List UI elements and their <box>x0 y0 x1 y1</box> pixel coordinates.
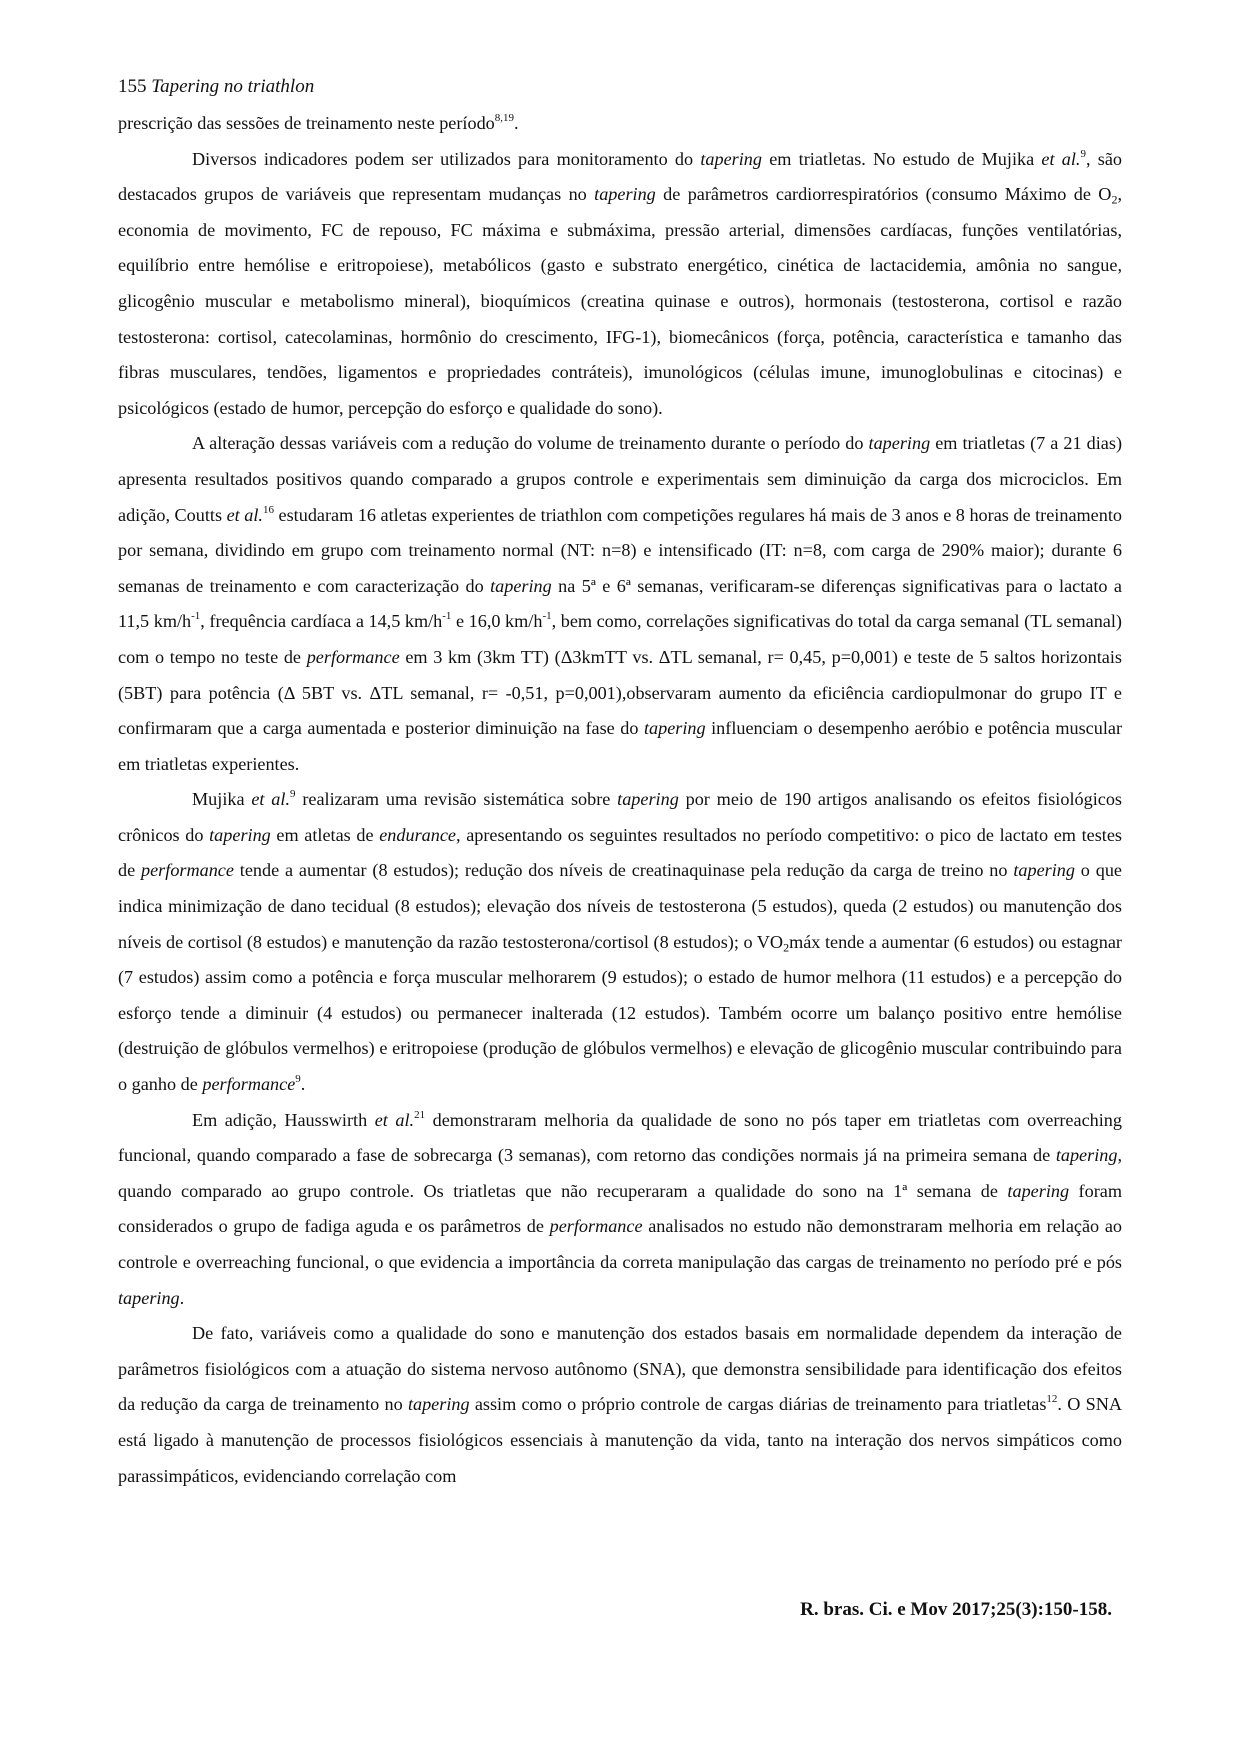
paragraph <box>118 106 1122 142</box>
text-run: o que indica minimização de dano tecidual (8 estudos); elevação dos níveis de testosterona (5 estudos), queda (2 estudos) ou manutenção dos níveis de cortisol (8 estudos) e manutenção da razão testosterona/cortisol (8 estudos); o VO <box>118 860 1122 952</box>
italic-text: et al. <box>374 1109 415 1130</box>
text-run: assim como o próprio controle de cargas diárias de treinamento para triatletas <box>469 1394 1047 1415</box>
superscript: 8,19 <box>494 111 515 124</box>
italic-text: performance <box>141 860 234 881</box>
italic-text: tapering <box>643 718 706 739</box>
text-run: Diversos indicadores podem ser utilizados para monitoramento do <box>192 148 701 169</box>
subscript: 2 <box>1111 192 1118 207</box>
paragraph <box>118 1103 1122 1317</box>
text-run: Em adição, Hausswirth <box>192 1109 375 1130</box>
italic-text: tapering <box>209 824 271 845</box>
page-number: 155 <box>118 76 147 97</box>
text-run: em triatletas. No estudo de Mujika <box>762 148 1042 169</box>
italic-text: tapering <box>1055 1145 1118 1166</box>
superscript: -1 <box>191 610 201 623</box>
text-run: , quando comparado ao grupo controle. Os triatletas que não recuperaram a qualidade do sono na 1ª semana de <box>118 1145 1122 1201</box>
paragraph <box>118 426 1122 782</box>
running-header <box>118 72 1122 102</box>
text-run: prescrição das sessões de treinamento neste período <box>118 113 495 133</box>
italic-text: tapering <box>594 184 656 205</box>
italic-text: et al. <box>226 504 263 525</box>
italic-text: tapering <box>1013 860 1075 881</box>
italic-text: endurance <box>379 824 456 845</box>
subscript: 2 <box>783 940 790 955</box>
text-run: tende a aumentar (8 estudos); redução dos níveis de creatinaquinase pela redução da carga de treino no <box>233 860 1014 881</box>
text-run: por meio de 190 artigos analisando os efeitos fisiológicos crônicos do <box>118 789 1122 845</box>
superscript: 12 <box>1046 1393 1058 1406</box>
italic-text: tapering <box>700 148 762 169</box>
text-run: Mujika <box>192 789 252 810</box>
running-title: Tapering no triathlon <box>151 76 315 97</box>
italic-text: tapering <box>407 1394 470 1415</box>
text-run: . <box>514 113 519 133</box>
superscript: 9 <box>1080 147 1086 160</box>
text-run: demonstraram melhoria da qualidade de sono no pós taper em triatletas com overreaching funcional, quando comparado a fase de sobrecarga (3 semanas), com retorno das condições normais já na primeira semana de <box>118 1109 1122 1166</box>
text-run: máx tende a aumentar (6 estudos) ou estagnar (7 estudos) assim como a potência e força muscular melhorarem (9 estudos); o estado de humor melhora (11 estudos) e a percepção do esforço tende a diminuir (4 estudos) ou permanecer inalterada (12 estudos). Também ocorre um balanço positivo entre hemólise (destruição de glóbulos vermelhos) e eritropoiese (produção de glóbulos vermelhos) e elevação de glicogênio muscular contribuindo para o ganho de <box>118 931 1122 1095</box>
superscript: 16 <box>262 503 274 516</box>
text-run: em 3 km (3km TT) (Δ3kmTT vs. ΔTL semanal, r= 0,45, p=0,001) e teste de 5 saltos horizontais (5BT) para potência (Δ 5BT vs. ΔTL semanal, r= -0,51, p=0,001),observaram aumento da eficiência cardiopulmonar do grupo IT e confirmaram que a carga aumentada e posterior diminuição na fase do <box>118 646 1122 739</box>
text-run: influenciam o desempenho aeróbio e potência muscular em triatletas experientes. <box>118 718 1122 774</box>
text-run: analisados no estudo não demonstraram melhoria em relação ao controle e overreaching funcional, o que evidencia a importância da correta manipulação das cargas de treinamento no período pré e pós <box>118 1216 1122 1272</box>
text-run: , são destacados grupos de variáveis que representam mudanças no <box>118 148 1122 205</box>
italic-text: performance <box>306 646 400 667</box>
text-run: estudaram 16 atletas experientes de triathlon com competições regulares há mais de 3 anos e 8 horas de treinamento por semana, dividindo em grupo com treinamento normal (NT: n=8) e intensificado (IT: n=8, com carga de 290% maior); durante 6 semanas de treinamento e com caracterização do <box>118 504 1122 596</box>
superscript: 21 <box>414 1108 426 1121</box>
text-run: , frequência cardíaca a 14,5 km/h <box>200 611 443 632</box>
body-text <box>118 106 1122 1494</box>
italic-text: tapering <box>490 575 552 596</box>
italic-text: tapering <box>617 789 679 810</box>
text-run: e 16,0 km/h <box>451 611 543 632</box>
superscript: -1 <box>442 610 452 623</box>
text-run: em atletas de <box>270 824 380 845</box>
text-run: na 5ª e 6ª semanas, verificaram-se diferenças significativas para o lactato a 11,5 km/h <box>118 575 1122 632</box>
text-run: De fato, variáveis como a qualidade do sono e manutenção dos estados basais em normalidade dependem da interação de parâmetros fisiológicos com a atuação do sistema nervoso autônomo (SNA), que demonstra sensibilidade para identificação dos efeitos da redução da carga de treinamento no <box>118 1323 1122 1415</box>
text-run: de parâmetros cardiorrespiratórios (consumo Máximo de O <box>655 184 1112 205</box>
italic-text: performance <box>202 1074 296 1095</box>
text-run: . <box>300 1074 306 1095</box>
text-run: , economia de movimento, FC de repouso, FC máxima e submáxima, pressão arterial, dimensões cardíacas, funções ventilatórias, equilíbrio entre hemólise e eritropoiese), metabólicos (gasto e substrato energético, cinética de lactacidemia, amônia no sangue, glicogênio muscular e metabolismo mineral), bioquímicos (creatina quinase e outros), hormonais (testosterona, cortisol e razão testosterona: cortisol, catecolaminas, hormônio do crescimento, IFG-1), biomecânicos (força, potência, característica e tamanho das fibras musculares, tendões, ligamentos e propriedades contráteis), imunológicos (células imune, imunoglobulinas e citocinas) e psicológicos (estado de humor, percepção do esforço e qualidade do sono). <box>118 184 1122 418</box>
superscript: 9 <box>295 1072 301 1085</box>
text-run: . O SNA está ligado à manutenção de processos fisiológicos essenciais à manutenção da vida, tanto na interação dos nervos simpáticos como parassimpáticos, evidenciando correlação com <box>118 1394 1122 1486</box>
paragraph <box>118 782 1122 1102</box>
text-run: foram considerados o grupo de fadiga aguda e os parâmetros de <box>118 1180 1122 1237</box>
paragraph <box>118 1316 1122 1494</box>
italic-text: tapering <box>1007 1180 1070 1201</box>
paragraph <box>118 142 1122 427</box>
superscript: 9 <box>290 788 296 801</box>
text-run: realizaram uma revisão sistemática sobre <box>295 789 618 810</box>
text-run: A alteração dessas variáveis com a redução do volume de treinamento durante o período do <box>192 433 869 454</box>
superscript: -1 <box>542 610 552 623</box>
italic-text: performance <box>549 1216 643 1237</box>
text-run: . <box>179 1287 185 1308</box>
italic-text: et al. <box>1041 148 1081 169</box>
journal-citation: R. bras. Ci. e Mov 2017;25(3):150-158. <box>800 1599 1112 1620</box>
text-run: em triatletas (7 a 21 dias) apresenta resultados positivos quando comparado a grupos controle e experimentais sem diminuição da carga dos microciclos. Em adição, Coutts <box>118 433 1123 525</box>
italic-text: et al. <box>251 789 290 810</box>
text-run: , bem como, correlações significativas do total da carga semanal (TL semanal) com o tempo no teste de <box>118 611 1122 667</box>
italic-text: tapering <box>118 1287 180 1308</box>
italic-text: tapering <box>868 433 931 454</box>
text-run: , apresentando os seguintes resultados no período competitivo: o pico de lactato em testes de <box>118 824 1122 881</box>
